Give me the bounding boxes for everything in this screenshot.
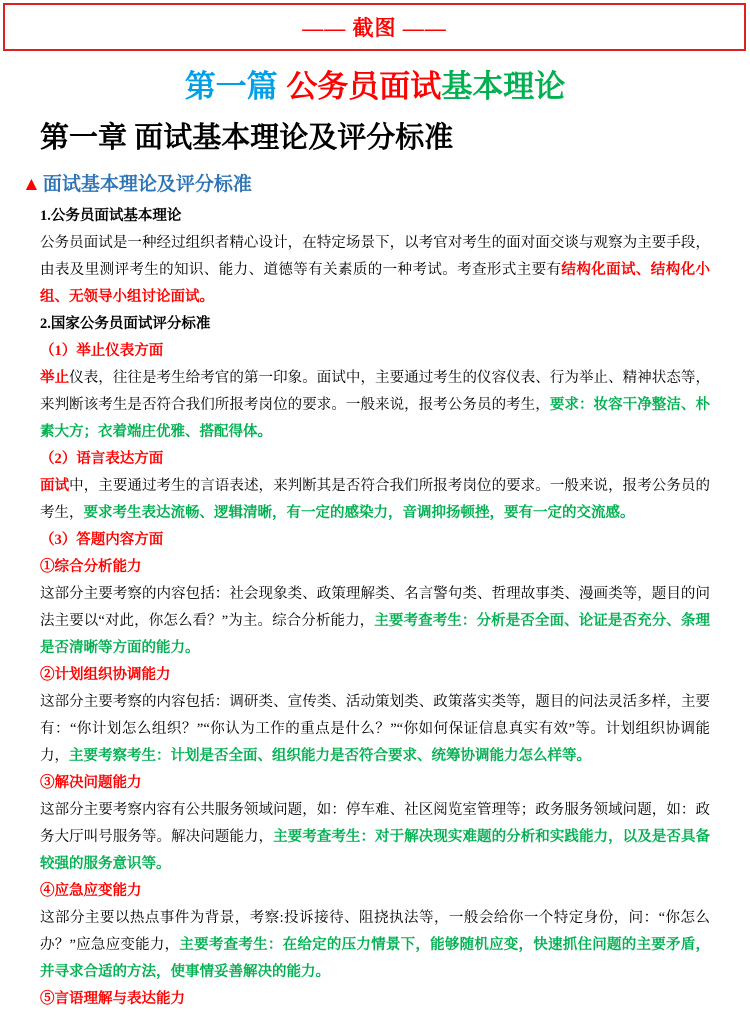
text-run-normal: 这部分主要考察的内容包括：社会现象类、政策理解类、名言警句类、哲理故事类、漫画类等，题目的问法主要以“对此，你怎么看？”为主。综合分析能力， — [40, 586, 710, 629]
subhead-red: （3）答题内容方面 — [40, 532, 164, 548]
text-run-normal: 中，主要通过考生的言语表述，来判断其是否符合我们所报考岗位的要求。一般来说，报考公务员的考生， — [40, 478, 711, 521]
subhead-red: ④应急应变能力 — [40, 883, 142, 899]
section-heading — [22, 172, 750, 198]
screenshot-banner-box — [3, 3, 746, 51]
text-run-green: 主要考查考生：对于解决现实难题的分析和实践能力，以及是否具备较强的服务意识等。 — [40, 829, 711, 872]
subhead-red: （2）语言表达方面 — [40, 451, 164, 467]
paragraph — [40, 689, 710, 770]
subhead-red: （1）举止仪表方面 — [40, 343, 164, 359]
text-run-normal: 仪表，往往是考生给考官的第一印象。面试中，主要通过考生的仪容仪表、行为举止、精神状态等，来判断该考生是否符合我们所报考岗位的要求。一般来说，报考公务员的考生， — [40, 370, 711, 413]
text-run-green: 要求：妆容干净整洁、朴素大方；衣着端庄优雅、搭配得体。 — [40, 397, 711, 440]
subhead-black: 1.公务员面试基本理论 — [40, 208, 182, 224]
text-run-normal: 这部分主要考察的内容包括：调研类、宣传类、活动策划类、政策落实类等，题目的问法灵活多样，主要有：“你计划怎么组织？”“你认为工作的重点是什么？”“你如何保证信息真实有效”等。计划组织协调能力， — [40, 694, 710, 764]
text-run-green: 主要考查考生：分析是否全面、论证是否充分、条理是否清晰等方面的能力。 — [40, 613, 711, 656]
subhead-red: ①综合分析能力 — [40, 559, 142, 575]
paragraph — [40, 797, 710, 878]
title-segment: 公务员面试 — [286, 69, 442, 104]
document-title — [0, 68, 750, 106]
text-run-normal: 公务员面试是一种经过组织者精心设计，在特定场景下，以考官对考生的面对面交谈与观察为主要手段，由表及里测评考生的知识、能力、道德等有关素质的一种考试。考查形式主要有 — [40, 235, 710, 278]
paragraph — [40, 365, 710, 446]
paragraph — [40, 230, 710, 311]
text-run-normal: 这部分主要以热点事件为背景，考察:投诉接待、阻挠执法等，一般会给你一个特定身份，问：“你怎么办？”应急应变能力， — [40, 910, 710, 953]
text-run-red: 举止 — [40, 370, 70, 386]
text-run-green: 主要考察考生：计划是否全面、组织能力是否符合要求、统筹协调能力怎么样等。 — [69, 748, 591, 764]
paragraph — [40, 905, 710, 986]
content-area — [40, 203, 710, 1013]
paragraph — [40, 581, 710, 662]
paragraph — [40, 473, 710, 527]
section-heading-label: 面试基本理论及评分标准 — [42, 174, 252, 195]
text-run-green: 要求考生表达流畅、逻辑清晰，有一定的感染力，音调抑扬顿挫，要有一定的交流感。 — [83, 505, 635, 521]
screenshot-banner-label: —— 截图 —— — [302, 16, 447, 40]
title-segment: 基本理论 — [441, 69, 566, 104]
text-run-normal: 这部分主要考察内容有公共服务领域问题，如：停车难、社区阅览室管理等；政务服务领域问题，如：政务大厅叫号服务等。解决问题能力， — [40, 802, 710, 845]
chapter-heading: 第一章 面试基本理论及评分标准 — [40, 122, 454, 154]
text-run-green: 主要考查考生：在给定的压力情景下，能够随机应变，快速抓住问题的主要矛盾，并寻求合适的方法，使事情妥善解决的能力。 — [40, 937, 711, 980]
text-run-red: 面试 — [40, 478, 70, 494]
subhead-red: ③解决问题能力 — [40, 775, 142, 791]
text-run-red: 结构化面试、结构化小组、无领导小组讨论面试。 — [40, 262, 711, 305]
document-page — [0, 3, 750, 1030]
subhead-red: ②计划组织协调能力 — [40, 667, 171, 683]
triangle-marker-icon: ▲ — [22, 174, 41, 195]
subhead-black: 2.国家公务员面试评分标准 — [40, 316, 211, 332]
title-segment: 第一篇 — [184, 69, 287, 104]
subhead-red: ⑤言语理解与表达能力 — [40, 991, 185, 1007]
